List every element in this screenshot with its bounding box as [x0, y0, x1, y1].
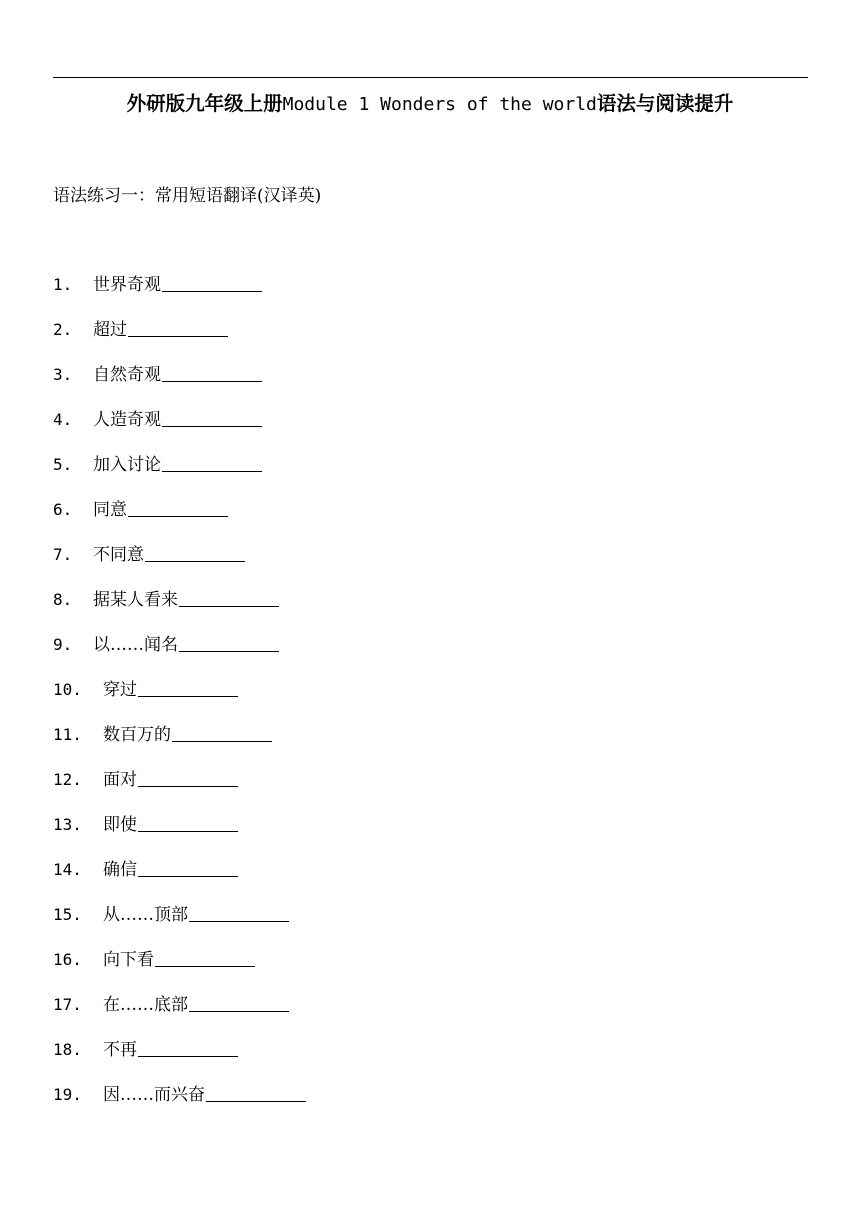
item-text: 超过 — [93, 320, 127, 340]
item-text: 在……底部 — [103, 995, 188, 1015]
exercise-item — [53, 630, 279, 654]
item-number: 14. — [53, 860, 82, 879]
exercise-item — [53, 945, 255, 969]
answer-blank[interactable] — [189, 1010, 289, 1012]
exercise-item — [53, 270, 262, 294]
item-number: 3. — [53, 365, 73, 384]
answer-blank[interactable] — [206, 1100, 306, 1102]
exercise-item — [53, 450, 262, 474]
title-prefix: 外研版九年级上册 — [126, 92, 283, 115]
exercise-item — [53, 1080, 306, 1104]
item-number: 4. — [53, 410, 73, 429]
item-text: 向下看 — [103, 950, 154, 970]
answer-blank[interactable] — [138, 830, 238, 832]
exercise-item — [53, 675, 238, 699]
item-text: 确信 — [103, 860, 137, 880]
exercise-item — [53, 315, 228, 339]
title-module: Module 1 Wonders of the world — [282, 94, 597, 115]
answer-blank[interactable] — [179, 650, 279, 652]
exercise-item — [53, 360, 262, 384]
exercise-item — [53, 405, 262, 429]
answer-blank[interactable] — [162, 380, 262, 382]
answer-blank[interactable] — [138, 785, 238, 787]
section-heading: 语法练习一：常用短语翻译(汉译英) — [53, 186, 322, 206]
item-number: 19. — [53, 1085, 82, 1104]
item-text: 从……顶部 — [103, 905, 188, 925]
item-number: 15. — [53, 905, 82, 924]
exercise-item — [53, 720, 272, 744]
item-number: 10. — [53, 680, 82, 699]
item-text: 以……闻名 — [93, 635, 178, 655]
item-text: 同意 — [93, 500, 127, 520]
item-number: 16. — [53, 950, 82, 969]
item-text: 即使 — [103, 815, 137, 835]
answer-blank[interactable] — [172, 740, 272, 742]
exercise-item — [53, 765, 238, 789]
answer-blank[interactable] — [138, 695, 238, 697]
answer-blank[interactable] — [128, 515, 228, 517]
exercise-item — [53, 810, 238, 834]
exercise-item — [53, 990, 289, 1014]
item-text: 不再 — [103, 1040, 137, 1060]
answer-blank[interactable] — [162, 425, 262, 427]
item-text: 数百万的 — [103, 725, 171, 745]
item-text: 自然奇观 — [93, 365, 161, 385]
item-number: 12. — [53, 770, 82, 789]
exercise-item — [53, 1035, 238, 1059]
item-number: 2. — [53, 320, 73, 339]
item-text: 据某人看来 — [93, 590, 178, 610]
item-text: 加入讨论 — [93, 455, 161, 475]
document-title — [0, 88, 860, 116]
answer-blank[interactable] — [162, 470, 262, 472]
item-number: 18. — [53, 1040, 82, 1059]
item-number: 11. — [53, 725, 82, 744]
header-rule — [53, 77, 808, 78]
exercise-item — [53, 540, 245, 564]
answer-blank[interactable] — [128, 335, 228, 337]
answer-blank[interactable] — [179, 605, 279, 607]
title-suffix: 语法与阅读提升 — [596, 92, 734, 115]
item-number: 1. — [53, 275, 73, 294]
item-text: 因……而兴奋 — [103, 1085, 205, 1105]
item-text: 穿过 — [103, 680, 137, 700]
item-number: 7. — [53, 545, 73, 564]
item-number: 9. — [53, 635, 73, 654]
item-text: 人造奇观 — [93, 410, 161, 430]
item-text: 世界奇观 — [93, 275, 161, 295]
answer-blank[interactable] — [138, 1055, 238, 1057]
answer-blank[interactable] — [145, 560, 245, 562]
item-number: 17. — [53, 995, 82, 1014]
exercise-item — [53, 495, 228, 519]
item-number: 13. — [53, 815, 82, 834]
answer-blank[interactable] — [138, 875, 238, 877]
item-number: 5. — [53, 455, 73, 474]
item-number: 8. — [53, 590, 73, 609]
exercise-item — [53, 585, 279, 609]
answer-blank[interactable] — [155, 965, 255, 967]
item-text: 不同意 — [93, 545, 144, 565]
item-number: 6. — [53, 500, 73, 519]
item-text: 面对 — [103, 770, 137, 790]
exercise-item — [53, 855, 238, 879]
answer-blank[interactable] — [162, 290, 262, 292]
exercise-item — [53, 900, 289, 924]
answer-blank[interactable] — [189, 920, 289, 922]
